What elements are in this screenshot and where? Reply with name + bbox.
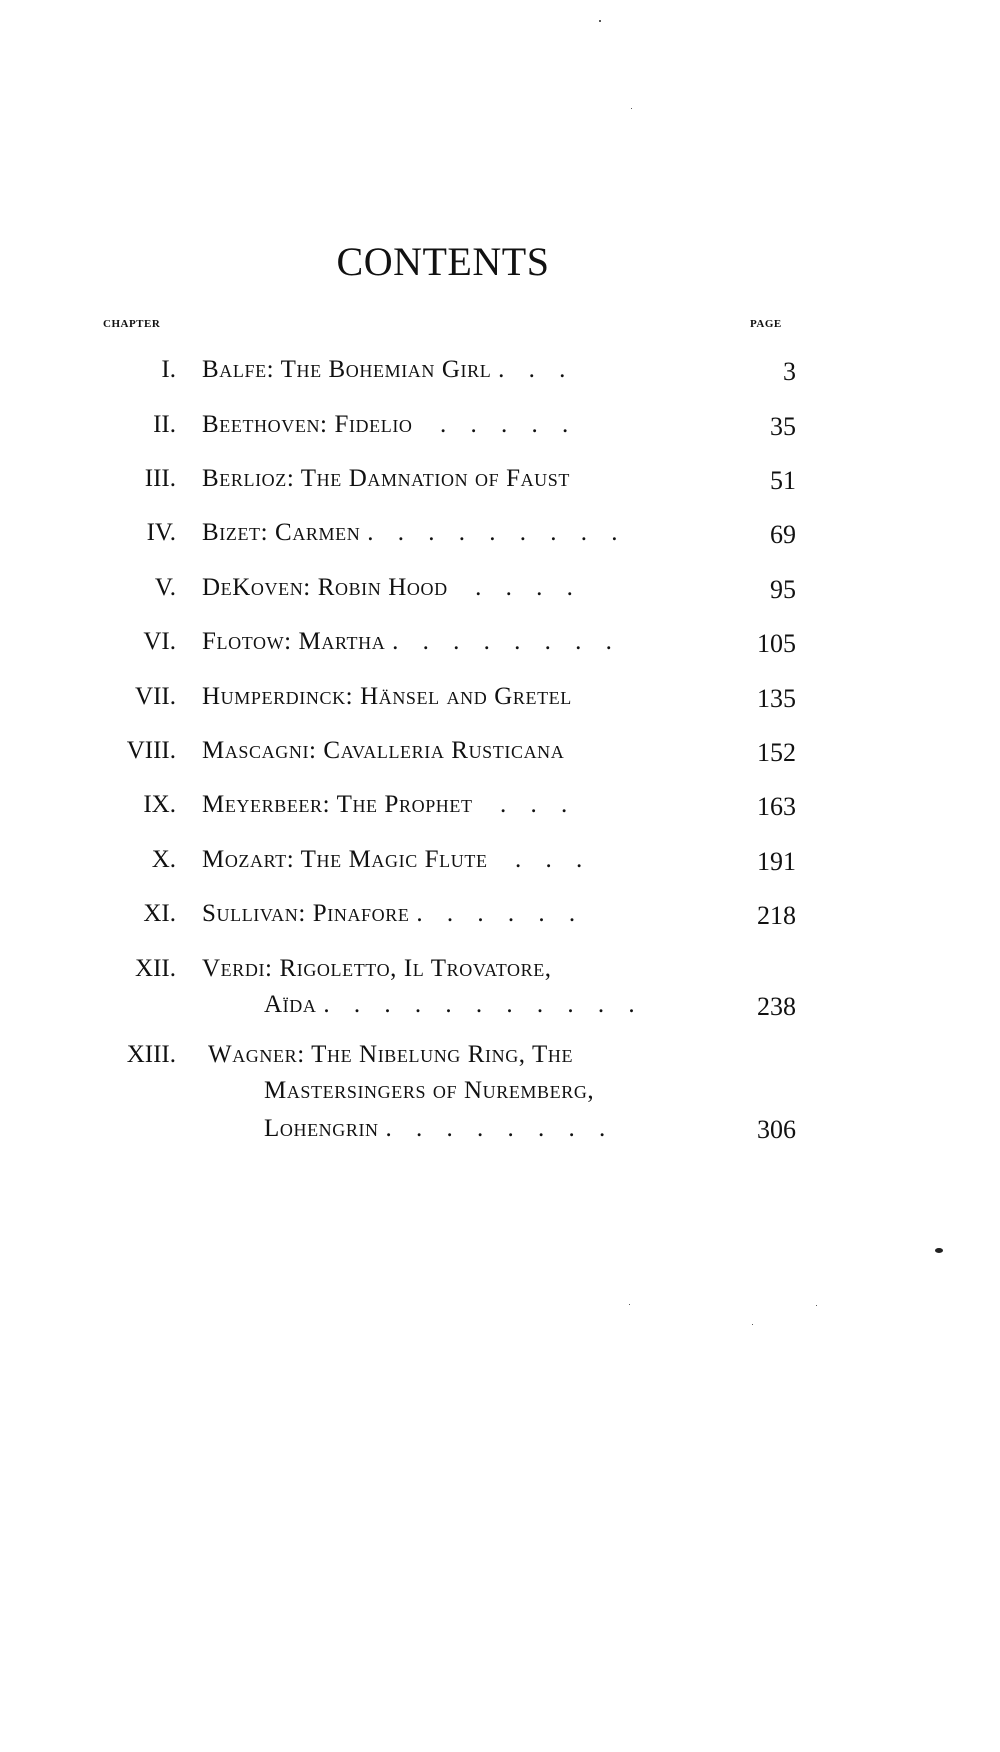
chapter-title-line-2: Aïda . . . . . . . . . . . — [264, 991, 644, 1018]
leader-dots: . . . — [498, 356, 575, 383]
page-number: 238 — [757, 992, 796, 1021]
leader-dots: . . . — [500, 791, 577, 818]
chapter-numeral: XII. — [135, 955, 176, 982]
chapter-title-line-3: Lohengrin . . . . . . . . — [264, 1115, 615, 1142]
page-number: 95 — [770, 575, 796, 604]
chapter-title: Mascagni: Cavalleria Rusticana — [202, 737, 565, 764]
chapter-numeral: XIII. — [126, 1041, 176, 1068]
page-number: 35 — [770, 412, 796, 441]
page-number: 218 — [757, 901, 796, 930]
scan-speck — [935, 1248, 943, 1253]
chapter-title-line-2: Mastersingers of Nuremberg, — [264, 1077, 595, 1104]
leader-dots: . . . . . . . . . . . — [323, 991, 644, 1018]
chapter-numeral: IV. — [146, 519, 176, 546]
leader-dots: . . . . . . . . — [392, 628, 621, 655]
page-column-label: PAGE — [750, 318, 782, 330]
chapter-numeral: IX. — [143, 791, 176, 818]
leader-dots: . . . . — [475, 574, 582, 601]
scan-speck — [629, 1304, 630, 1305]
page-number: 306 — [757, 1115, 796, 1144]
leader-dots: . . . . . — [439, 411, 578, 438]
chapter-numeral: II. — [153, 411, 176, 438]
chapter-title: Meyerbeer: The Prophet . . . — [202, 791, 577, 818]
chapter-numeral: XI. — [143, 900, 176, 927]
page-number: 51 — [770, 466, 796, 495]
chapter-title-line-1: Wagner: The Nibelung Ring, The — [208, 1041, 574, 1068]
chapter-numeral: III. — [144, 465, 176, 492]
chapter-title: Mozart: The Magic Flute . . . — [202, 846, 592, 873]
leader-dots: . . . . . . — [416, 900, 585, 927]
chapter-column-label: CHAPTER — [103, 318, 161, 330]
chapter-title: Balfe: The Bohemian Girl . . . — [202, 356, 575, 383]
page-number: 152 — [757, 738, 796, 767]
chapter-numeral: VII. — [135, 683, 176, 710]
page-number: 163 — [757, 792, 796, 821]
leader-dots: . . . . . . . . — [385, 1115, 615, 1142]
page-title: CONTENTS — [336, 239, 550, 284]
chapter-title: Beethoven: Fidelio . . . . . — [202, 411, 578, 438]
scan-speck — [631, 108, 632, 109]
chapter-title: Bizet: Carmen . . . . . . . . . — [202, 519, 627, 546]
chapter-title: Humperdinck: Hänsel and Gretel — [202, 683, 572, 710]
page-number: 191 — [757, 847, 796, 876]
chapter-title: DeKoven: Robin Hood . . . . — [202, 574, 582, 601]
leader-dots: . . . . . . . . . — [367, 519, 627, 546]
leader-dots: . . . — [514, 846, 592, 873]
scan-speck — [816, 1305, 817, 1306]
chapter-numeral: VI. — [143, 628, 176, 655]
chapter-numeral: I. — [161, 356, 176, 383]
chapter-title: Sullivan: Pinafore . . . . . . — [202, 900, 585, 927]
chapter-numeral: VIII. — [126, 737, 176, 764]
chapter-numeral: X. — [151, 846, 176, 873]
scan-speck — [599, 20, 601, 22]
chapter-title: Flotow: Martha . . . . . . . . — [202, 628, 621, 655]
page-number: 105 — [757, 629, 796, 658]
page-number: 135 — [757, 684, 796, 713]
chapter-title-line-1: Verdi: Rigoletto, Il Trovatore, — [202, 955, 552, 982]
chapter-numeral: V. — [154, 574, 176, 601]
chapter-title: Berlioz: The Damnation of Faust — [202, 465, 570, 492]
page-number: 3 — [783, 357, 796, 386]
page-number: 69 — [770, 520, 796, 549]
scan-speck — [752, 1324, 753, 1325]
